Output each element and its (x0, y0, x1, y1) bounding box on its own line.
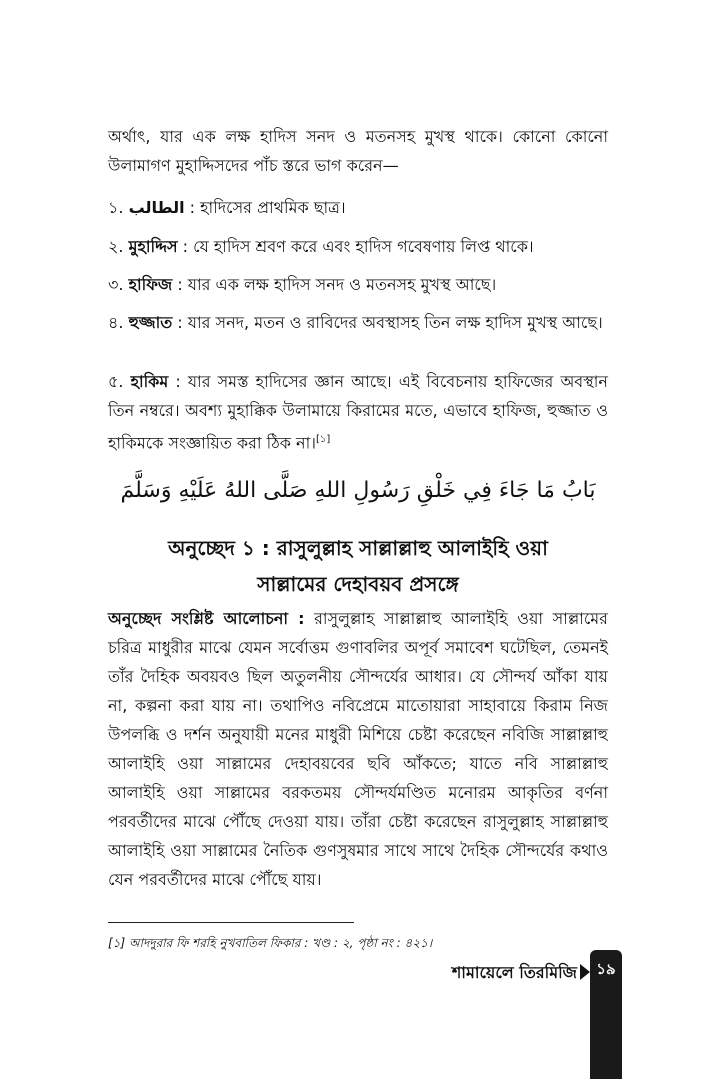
level-term: হাফিজ (128, 275, 173, 294)
level-item-1 (108, 193, 608, 222)
level-number: ১. (108, 198, 124, 217)
intro-paragraph (108, 122, 608, 180)
footnote-reference: [১] (315, 434, 331, 445)
arabic-chapter-heading: بَابُ مَا جَاءَ فِي خَلْقِ رَسُولِ اللهِ صَلَّى اللهُ عَلَيْهِ وَسَلَّمَ (120, 478, 596, 503)
level-item-5 (108, 367, 608, 457)
level-number: ২. (108, 237, 124, 256)
discussion-paragraph (108, 604, 608, 894)
level-number: ৪. (108, 313, 124, 332)
level-desc: : যার এক লক্ষ হাদিস সনদ ও মতনসহ মুখস্থ আছে। (172, 275, 497, 294)
level-term: الطالب (128, 198, 185, 217)
page-number: ১৯ (596, 960, 616, 978)
footnote (108, 934, 608, 952)
level-term: হাকিম (130, 372, 169, 391)
footnote-marker: [১] (108, 936, 126, 950)
discussion-label: অনুচ্ছেদ সংশ্লিষ্ট আলোচনা : (108, 609, 305, 628)
level-item-3 (108, 270, 608, 299)
level-term: হুজ্জাত (128, 313, 173, 332)
play-arrow-icon (580, 964, 590, 980)
chapter-title-line-1: অনুচ্ছেদ ১ : রাসুলুল্লাহ সাল্লাল্লাহু আলাইহি ওয়া (168, 536, 548, 560)
level-number: ৩. (108, 275, 124, 294)
footnote-text: আদদুরার ফি শরহি নুখবাতিল ফিকার : খণ্ড : ২, পৃষ্ঠা নং : ৪২১। (125, 936, 433, 950)
level-number: ৫. (108, 372, 124, 391)
running-footer-title: শামায়েলে তিরমিজি (451, 963, 577, 982)
level-item-4 (108, 308, 608, 337)
intro-text: অর্থাৎ, যার এক লক্ষ হাদিস সনদ ও মতনসহ মুখস্থ থাকে। কোনো কোনো উলামাগণ মুহাদ্দিসদের পাঁচ স্তরে ভাগ করেন— (108, 127, 608, 175)
level-desc: : যার সমস্ত হাদিসের জ্ঞান আছে। এই বিবেচনায় হাফিজের অবস্থান তিন নম্বরে। অবশ্য মুহাক্কিক উলামায়ে কিরামের মতে, এভাবে হাফিজ, হুজ্জাত ও হাকিমকে সংজ্ঞায়িত করা ঠিক না। (108, 372, 608, 453)
chapter-title (108, 530, 608, 602)
discussion-text: রাসুলুল্লাহ সাল্লাল্লাহু আলাইহি ওয়া সাল্লামের চরিত্র মাধুরীর মাঝে যেমন সর্বোত্তম গুণাবলির অপূর্ব সমাবেশ ঘটেছিল, তেমনই তাঁর দৈহিক অবয়বও ছিল অতুলনীয় সৌন্দর্যের আধার। যে সৌন্দর্য আঁকা যায় না, কল্পনা করা যায় না। তথাপিও নবিপ্রেমে মাতোয়ারা সাহাবায়ে কিরাম নিজ উপলব্ধি ও দর্শন অনুযায়ী মনের মাধুরী মিশিয়ে চেষ্টা করেছেন নবিজি সাল্লাল্লাহু আলাইহি ওয়া সাল্লামের দেহাবয়বের ছবি আঁকতে; যাতে নবি সাল্লাল্লাহু আলাইহি ওয়া সাল্লামের বরকতময় সৌন্দর্যমণ্ডিত মনোরম আকৃতির বর্ণনা পরবর্তীদের মাঝে পৌঁছে দেওয়া যায়। তাঁরা চেষ্টা করেছেন রাসুলুল্লাহ সাল্লাল্লাহু আলাইহি ওয়া সাল্লামের নৈতিক গুণসুষমার সাথে সাথে দৈহিক সৌন্দর্যের কথাও যেন পরবর্তীদের মাঝে পৌঁছে যায়। (108, 609, 608, 889)
page-number-tab (590, 950, 622, 1079)
level-desc: : হাদিসের প্রাথমিক ছাত্র। (184, 198, 346, 217)
chapter-title-line-2: সাল্লামের দেহাবয়ব প্রসঙ্গে (257, 572, 459, 596)
level-desc: : যার সনদ, মতন ও রাবিদের অবস্থাসহ তিন লক্ষ হাদিস মুখস্থ আছে। (172, 313, 603, 332)
footnote-divider (108, 922, 354, 923)
level-item-2 (108, 232, 608, 261)
level-term: মুহাদ্দিস (128, 237, 178, 256)
level-desc: : যে হাদিস শ্রবণ করে এবং হাদিস গবেষণায় লিপ্ত থাকে। (177, 237, 534, 256)
